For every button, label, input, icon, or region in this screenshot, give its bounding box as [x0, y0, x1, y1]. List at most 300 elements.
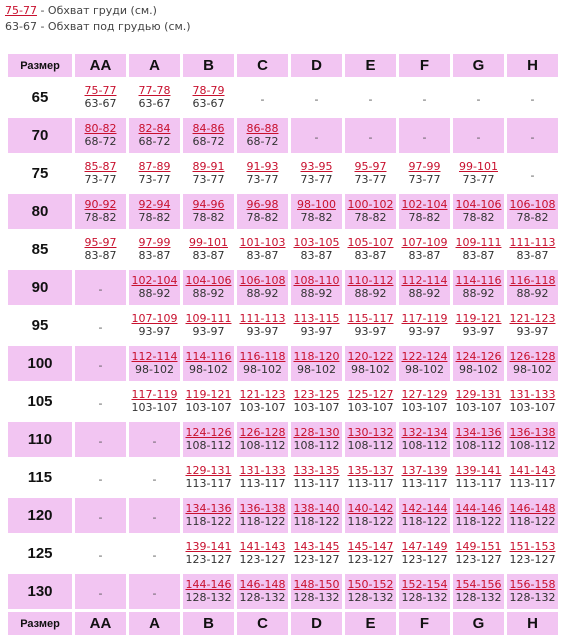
cell-bust-range: 92-94 [138, 198, 171, 211]
cell-underbust-range: 78-82 [84, 211, 117, 224]
table-cell [291, 270, 342, 305]
cell-empty: - [260, 93, 265, 106]
table-cell [291, 194, 342, 229]
cell-underbust-range: 78-82 [354, 211, 387, 224]
table-row [8, 118, 558, 153]
cell-empty: - [98, 587, 103, 600]
table-cell [183, 460, 234, 495]
header-cup-d: D [291, 54, 342, 77]
table-cell [129, 156, 180, 191]
footer-cup-c: C [237, 612, 288, 635]
cell-bust-range: 104-106 [455, 198, 502, 211]
cell-bust-range: 82-84 [138, 122, 171, 135]
table-cell [237, 346, 288, 381]
cell-empty: - [98, 321, 103, 334]
cell-bust-range: 124-126 [455, 350, 502, 363]
cell-bust-range: 107-109 [131, 312, 178, 325]
table-row [8, 498, 558, 533]
cell-bust-range: 126-128 [509, 350, 556, 363]
cell-bust-range: 89-91 [192, 160, 225, 173]
table-cell [291, 422, 342, 457]
table-cell [399, 384, 450, 419]
row-size-label: 125 [8, 536, 72, 571]
table-cell [291, 460, 342, 495]
cell-empty: - [98, 397, 103, 410]
table-cell [507, 80, 558, 115]
header-cup-c: C [237, 54, 288, 77]
row-size-label: 115 [8, 460, 72, 495]
cell-underbust-range: 123-127 [293, 553, 340, 566]
table-row [8, 270, 558, 305]
table-cell [399, 536, 450, 571]
cell-bust-range: 101-103 [239, 236, 286, 249]
cell-underbust-range: 83-87 [300, 249, 333, 262]
table-cell [291, 118, 342, 153]
table-cell [129, 270, 180, 305]
table-cell [345, 422, 396, 457]
cell-underbust-range: 123-127 [347, 553, 394, 566]
table-row [8, 574, 558, 609]
table-cell [399, 80, 450, 115]
table-cell [453, 460, 504, 495]
cell-bust-range: 121-123 [239, 388, 286, 401]
cell-bust-range: 130-132 [347, 426, 394, 439]
cell-underbust-range: 93-97 [192, 325, 225, 338]
cell-bust-range: 128-130 [293, 426, 340, 439]
cell-bust-range: 111-113 [239, 312, 286, 325]
cell-bust-range: 116-118 [509, 274, 556, 287]
table-cell [75, 346, 126, 381]
cell-underbust-range: 113-117 [347, 477, 394, 490]
table-cell [237, 232, 288, 267]
cell-bust-range: 87-89 [138, 160, 171, 173]
cell-bust-range: 100-102 [347, 198, 394, 211]
cell-bust-range: 131-133 [509, 388, 556, 401]
footer-cup-b: B [183, 612, 234, 635]
cell-bust-range: 109-111 [455, 236, 502, 249]
table-cell [237, 422, 288, 457]
table-cell [75, 308, 126, 343]
cell-bust-range: 152-154 [401, 578, 448, 591]
table-cell [75, 536, 126, 571]
cell-underbust-range: 83-87 [462, 249, 495, 262]
table-cell [75, 194, 126, 229]
cell-bust-range: 135-137 [347, 464, 394, 477]
header-size: Размер [8, 54, 72, 77]
row-size-label: 80 [8, 194, 72, 229]
cell-underbust-range: 113-117 [239, 477, 286, 490]
table-cell [291, 308, 342, 343]
cell-underbust-range: 93-97 [246, 325, 279, 338]
table-cell [345, 536, 396, 571]
cell-underbust-range: 113-117 [509, 477, 556, 490]
cell-underbust-range: 88-92 [138, 287, 171, 300]
cell-underbust-range: 73-77 [246, 173, 279, 186]
row-size-label: 75 [8, 156, 72, 191]
size-table [5, 51, 561, 638]
cell-bust-range: 127-129 [401, 388, 448, 401]
cell-bust-range: 97-99 [138, 236, 171, 249]
table-cell [291, 536, 342, 571]
cell-bust-range: 75-77 [84, 84, 117, 97]
table-cell [129, 194, 180, 229]
cell-underbust-range: 63-67 [138, 97, 171, 110]
cell-bust-range: 95-97 [84, 236, 117, 249]
cell-empty: - [152, 435, 157, 448]
header-cup-h: H [507, 54, 558, 77]
cell-bust-range: 114-116 [455, 274, 502, 287]
cell-bust-range: 111-113 [509, 236, 556, 249]
table-cell [345, 308, 396, 343]
cell-underbust-range: 128-132 [185, 591, 232, 604]
cell-bust-range: 106-108 [509, 198, 556, 211]
table-cell [399, 270, 450, 305]
cell-bust-range: 106-108 [239, 274, 286, 287]
cell-underbust-range: 123-127 [509, 553, 556, 566]
header-cup-aa: AA [75, 54, 126, 77]
table-cell [453, 270, 504, 305]
cell-underbust-range: 118-122 [185, 515, 232, 528]
cell-bust-range: 122-124 [401, 350, 448, 363]
cell-underbust-range: 108-112 [293, 439, 340, 452]
table-cell [75, 156, 126, 191]
cell-empty: - [476, 131, 481, 144]
table-cell [183, 80, 234, 115]
cell-underbust-range: 103-107 [509, 401, 556, 414]
header-cup-f: F [399, 54, 450, 77]
table-row [8, 536, 558, 571]
cell-underbust-range: 103-107 [347, 401, 394, 414]
footer-cup-g: G [453, 612, 504, 635]
table-row [8, 232, 558, 267]
table-cell [183, 574, 234, 609]
cell-bust-range: 123-125 [293, 388, 340, 401]
cell-bust-range: 98-100 [297, 198, 336, 211]
table-cell [453, 536, 504, 571]
footer-cup-f: F [399, 612, 450, 635]
size-table-head [8, 54, 558, 77]
table-cell [129, 346, 180, 381]
cell-bust-range: 129-131 [185, 464, 232, 477]
cell-underbust-range: 78-82 [462, 211, 495, 224]
cell-empty: - [152, 549, 157, 562]
cell-bust-range: 78-79 [192, 84, 225, 97]
cell-underbust-range: 118-122 [293, 515, 340, 528]
cell-bust-range: 124-126 [185, 426, 232, 439]
footer-cup-aa: AA [75, 612, 126, 635]
table-cell [507, 384, 558, 419]
cell-bust-range: 141-143 [239, 540, 286, 553]
table-cell [237, 460, 288, 495]
table-cell [75, 574, 126, 609]
table-cell [399, 460, 450, 495]
table-cell [507, 194, 558, 229]
cell-bust-range: 117-119 [131, 388, 178, 401]
cell-bust-range: 105-107 [347, 236, 394, 249]
cell-bust-range: 126-128 [239, 426, 286, 439]
table-cell [75, 384, 126, 419]
cell-underbust-range: 108-112 [239, 439, 286, 452]
table-cell [291, 156, 342, 191]
table-cell [129, 574, 180, 609]
size-table-body [8, 80, 558, 609]
table-cell [399, 194, 450, 229]
table-cell [237, 498, 288, 533]
table-cell [183, 536, 234, 571]
cell-bust-range: 148-150 [293, 578, 340, 591]
table-cell [291, 574, 342, 609]
cell-underbust-range: 63-67 [192, 97, 225, 110]
table-cell [345, 232, 396, 267]
legend-underbust [5, 19, 191, 35]
cell-bust-range: 120-122 [347, 350, 394, 363]
table-cell [345, 384, 396, 419]
cell-underbust-range: 78-82 [300, 211, 333, 224]
row-size-label: 85 [8, 232, 72, 267]
table-cell [399, 498, 450, 533]
cell-bust-range: 141-143 [509, 464, 556, 477]
table-cell [399, 232, 450, 267]
table-cell [183, 156, 234, 191]
table-cell [507, 346, 558, 381]
cell-underbust-range: 108-112 [347, 439, 394, 452]
cell-empty: - [98, 473, 103, 486]
cell-bust-range: 116-118 [239, 350, 286, 363]
cell-bust-range: 102-104 [131, 274, 178, 287]
table-cell [183, 498, 234, 533]
cell-underbust-range: 78-82 [192, 211, 225, 224]
cell-underbust-range: 103-107 [185, 401, 232, 414]
table-cell [399, 308, 450, 343]
cell-bust-range: 134-136 [185, 502, 232, 515]
cell-underbust-range: 93-97 [408, 325, 441, 338]
cell-bust-range: 80-82 [84, 122, 117, 135]
cell-bust-range: 93-95 [300, 160, 333, 173]
table-cell [129, 536, 180, 571]
table-cell [237, 384, 288, 419]
table-cell [345, 194, 396, 229]
table-cell [507, 498, 558, 533]
table-cell [453, 498, 504, 533]
cell-bust-range: 114-116 [185, 350, 232, 363]
cell-bust-range: 140-142 [347, 502, 394, 515]
cell-underbust-range: 83-87 [516, 249, 549, 262]
cell-empty: - [476, 93, 481, 106]
legend-underbust-example: 63-67 [5, 20, 37, 33]
table-cell [237, 156, 288, 191]
cell-empty: - [530, 169, 535, 182]
cell-bust-range: 139-141 [185, 540, 232, 553]
cell-bust-range: 91-93 [246, 160, 279, 173]
cell-underbust-range: 98-102 [351, 363, 390, 376]
table-cell [507, 270, 558, 305]
cell-underbust-range: 118-122 [347, 515, 394, 528]
cell-empty: - [530, 93, 535, 106]
table-cell [237, 270, 288, 305]
table-cell [129, 308, 180, 343]
row-size-label: 70 [8, 118, 72, 153]
table-cell [75, 80, 126, 115]
cell-underbust-range: 98-102 [189, 363, 228, 376]
cell-bust-range: 84-86 [192, 122, 225, 135]
cell-underbust-range: 88-92 [246, 287, 279, 300]
cell-bust-range: 77-78 [138, 84, 171, 97]
cell-underbust-range: 123-127 [455, 553, 502, 566]
cell-underbust-range: 98-102 [405, 363, 444, 376]
cell-underbust-range: 113-117 [293, 477, 340, 490]
cell-bust-range: 136-138 [239, 502, 286, 515]
table-cell [345, 270, 396, 305]
table-row [8, 194, 558, 229]
cell-underbust-range: 128-132 [239, 591, 286, 604]
cell-bust-range: 136-138 [509, 426, 556, 439]
table-cell [129, 80, 180, 115]
cell-bust-range: 108-110 [293, 274, 340, 287]
cell-bust-range: 102-104 [401, 198, 448, 211]
table-cell [183, 384, 234, 419]
table-cell [291, 498, 342, 533]
cell-bust-range: 90-92 [84, 198, 117, 211]
cell-bust-range: 85-87 [84, 160, 117, 173]
cell-bust-range: 131-133 [239, 464, 286, 477]
table-cell [75, 270, 126, 305]
cell-underbust-range: 128-132 [509, 591, 556, 604]
table-cell [507, 118, 558, 153]
row-size-label: 105 [8, 384, 72, 419]
table-cell [399, 346, 450, 381]
cell-underbust-range: 108-112 [509, 439, 556, 452]
cell-underbust-range: 88-92 [516, 287, 549, 300]
row-size-label: 110 [8, 422, 72, 457]
cell-underbust-range: 113-117 [185, 477, 232, 490]
table-cell [453, 118, 504, 153]
table-cell [345, 156, 396, 191]
cell-underbust-range: 73-77 [84, 173, 117, 186]
cell-underbust-range: 93-97 [462, 325, 495, 338]
cell-bust-range: 149-151 [455, 540, 502, 553]
cell-empty: - [152, 587, 157, 600]
table-cell [453, 232, 504, 267]
table-cell [291, 232, 342, 267]
cell-underbust-range: 88-92 [354, 287, 387, 300]
table-cell [129, 498, 180, 533]
cell-underbust-range: 83-87 [138, 249, 171, 262]
header-cup-b: B [183, 54, 234, 77]
cell-underbust-range: 108-112 [185, 439, 232, 452]
table-cell [507, 536, 558, 571]
cell-underbust-range: 113-117 [401, 477, 448, 490]
table-cell [453, 422, 504, 457]
table-cell [453, 156, 504, 191]
cell-bust-range: 119-121 [455, 312, 502, 325]
table-cell [183, 118, 234, 153]
cell-bust-range: 118-120 [293, 350, 340, 363]
cell-underbust-range: 73-77 [192, 173, 225, 186]
cell-bust-range: 142-144 [401, 502, 448, 515]
cell-bust-range: 143-145 [293, 540, 340, 553]
cell-underbust-range: 108-112 [401, 439, 448, 452]
row-size-label: 130 [8, 574, 72, 609]
cell-underbust-range: 68-72 [138, 135, 171, 148]
header-cup-e: E [345, 54, 396, 77]
table-cell [507, 422, 558, 457]
table-cell [507, 232, 558, 267]
cell-bust-range: 97-99 [408, 160, 441, 173]
table-row [8, 384, 558, 419]
table-cell [399, 574, 450, 609]
row-size-label: 120 [8, 498, 72, 533]
table-row [8, 156, 558, 191]
footer-cup-a: A [129, 612, 180, 635]
table-cell [453, 574, 504, 609]
cell-bust-range: 121-123 [509, 312, 556, 325]
cell-underbust-range: 73-77 [408, 173, 441, 186]
cell-underbust-range: 68-72 [84, 135, 117, 148]
cell-bust-range: 132-134 [401, 426, 448, 439]
cell-underbust-range: 103-107 [455, 401, 502, 414]
cell-underbust-range: 78-82 [138, 211, 171, 224]
cell-underbust-range: 118-122 [509, 515, 556, 528]
table-cell [237, 118, 288, 153]
cell-underbust-range: 113-117 [455, 477, 502, 490]
cell-bust-range: 112-114 [401, 274, 448, 287]
cell-empty: - [98, 283, 103, 296]
cell-empty: - [368, 93, 373, 106]
cell-bust-range: 115-117 [347, 312, 394, 325]
table-cell [345, 574, 396, 609]
table-cell [183, 194, 234, 229]
table-cell [75, 460, 126, 495]
cell-bust-range: 146-148 [239, 578, 286, 591]
table-cell [129, 422, 180, 457]
table-cell [345, 498, 396, 533]
table-cell [291, 346, 342, 381]
cell-underbust-range: 103-107 [401, 401, 448, 414]
table-cell [237, 574, 288, 609]
cell-bust-range: 151-153 [509, 540, 556, 553]
cell-empty: - [98, 549, 103, 562]
table-cell [399, 118, 450, 153]
cell-underbust-range: 83-87 [354, 249, 387, 262]
size-table-foot [8, 612, 558, 635]
cell-bust-range: 110-112 [347, 274, 394, 287]
cell-bust-range: 125-127 [347, 388, 394, 401]
table-cell [345, 80, 396, 115]
table-cell [237, 308, 288, 343]
legend-underbust-text: - Обхват под грудью (см.) [36, 20, 191, 33]
cell-underbust-range: 118-122 [455, 515, 502, 528]
cell-empty: - [422, 131, 427, 144]
footer-cup-h: H [507, 612, 558, 635]
footer-row [8, 612, 558, 635]
cell-underbust-range: 83-87 [246, 249, 279, 262]
cell-bust-range: 103-105 [293, 236, 340, 249]
cell-bust-range: 129-131 [455, 388, 502, 401]
cell-underbust-range: 88-92 [462, 287, 495, 300]
cell-empty: - [530, 131, 535, 144]
cell-bust-range: 117-119 [401, 312, 448, 325]
cell-bust-range: 147-149 [401, 540, 448, 553]
cell-underbust-range: 68-72 [246, 135, 279, 148]
cell-underbust-range: 68-72 [192, 135, 225, 148]
cell-bust-range: 109-111 [185, 312, 232, 325]
cell-underbust-range: 118-122 [239, 515, 286, 528]
table-cell [291, 80, 342, 115]
footer-size: Размер [8, 612, 72, 635]
legend-bust [5, 3, 157, 19]
cell-underbust-range: 83-87 [408, 249, 441, 262]
table-cell [129, 460, 180, 495]
